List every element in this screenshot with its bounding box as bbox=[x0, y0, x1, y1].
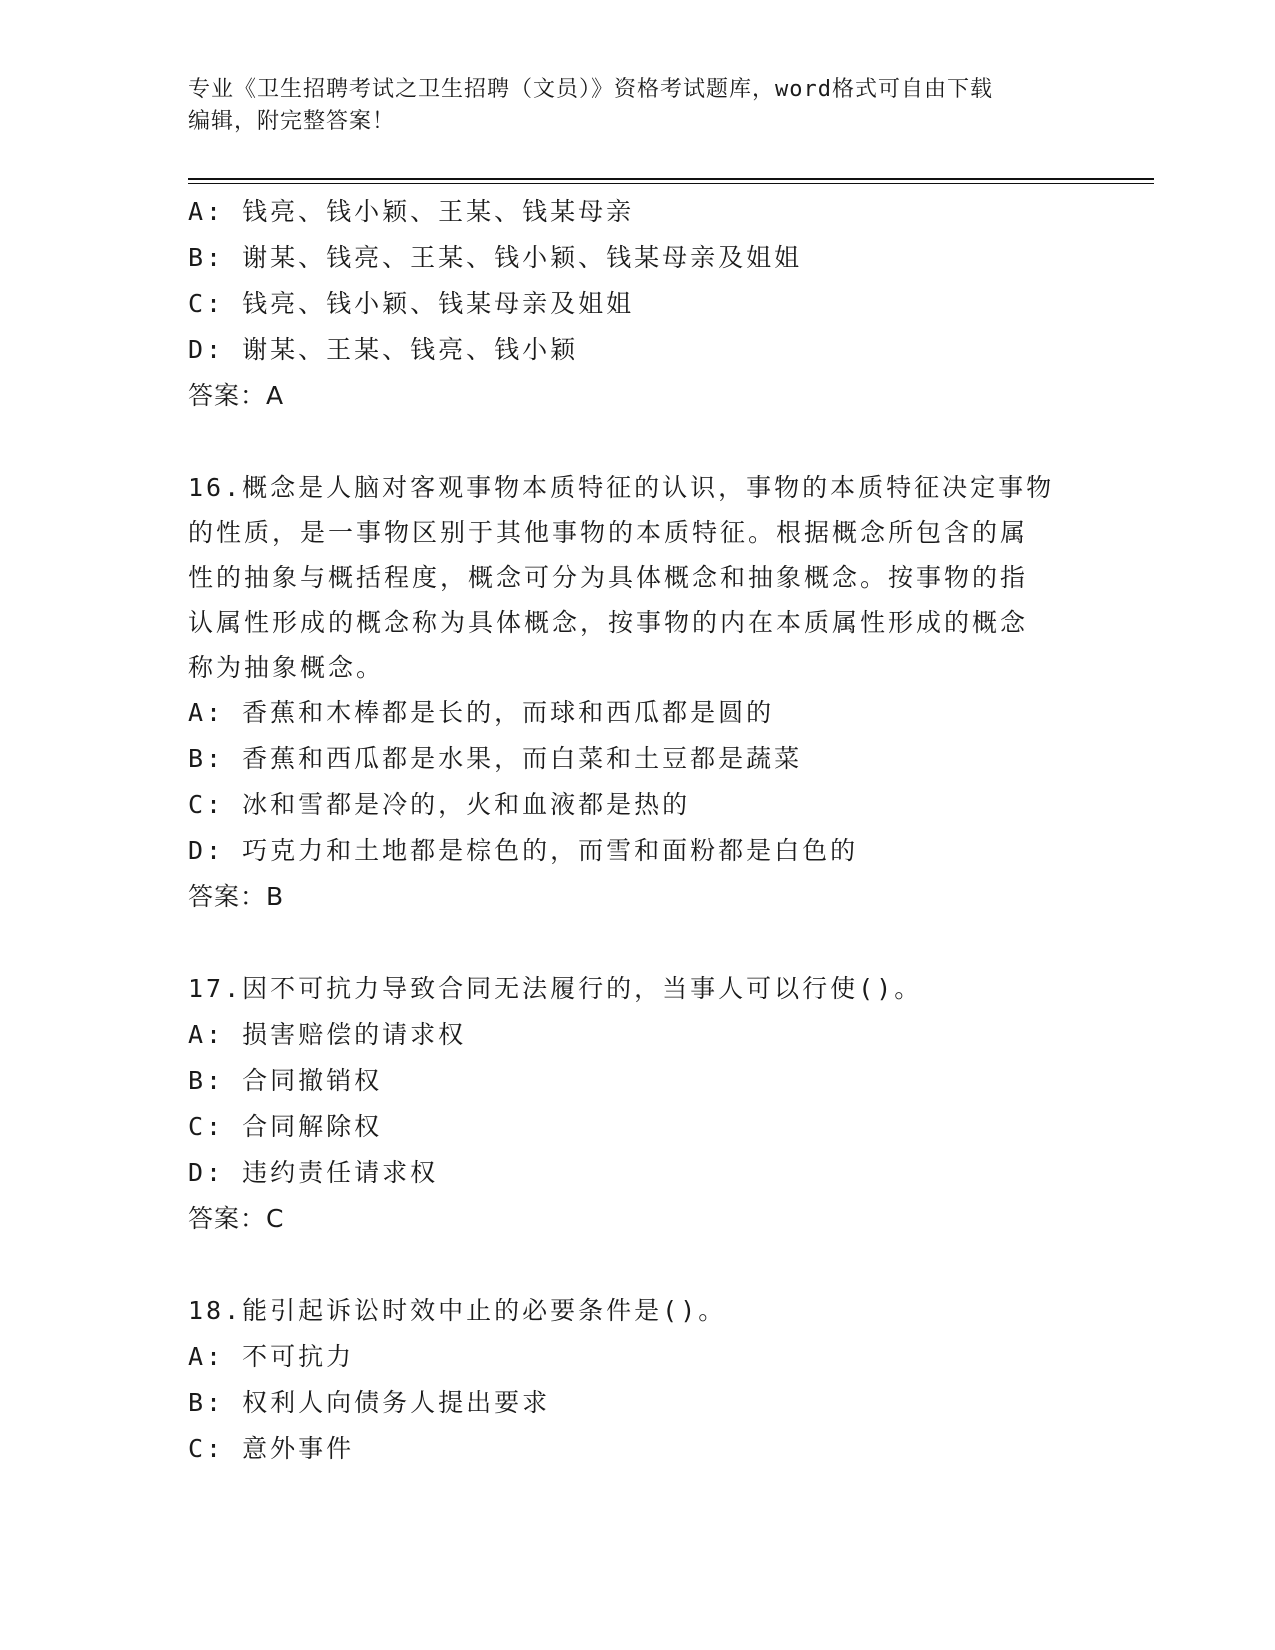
question-content bbox=[188, 189, 1088, 1472]
stem-line: 称为抽象概念。 bbox=[188, 653, 385, 682]
question-16 bbox=[188, 465, 1088, 920]
question-18 bbox=[188, 1288, 1088, 1472]
option-b: B: 谢某、钱亮、王某、钱小颖、钱某母亲及姐姐 bbox=[188, 243, 803, 272]
option-c: C: 钱亮、钱小颖、钱某母亲及姐姐 bbox=[188, 289, 635, 318]
question-stem: 17.因不可抗力导致合同无法履行的，当事人可以行使()。 bbox=[188, 974, 923, 1003]
header-divider-thick bbox=[188, 178, 1154, 180]
option-a: A: 损害赔偿的请求权 bbox=[188, 1020, 467, 1049]
option-b: B: 合同撤销权 bbox=[188, 1066, 383, 1095]
option-c: C: 合同解除权 bbox=[188, 1112, 383, 1141]
answer-line: 答案：A bbox=[188, 381, 285, 410]
option-d: D: 谢某、王某、钱亮、钱小颖 bbox=[188, 335, 579, 364]
option-b: B: 香蕉和西瓜都是水果，而白菜和土豆都是蔬菜 bbox=[188, 744, 803, 773]
option-c: C: 冰和雪都是冷的，火和血液都是热的 bbox=[188, 790, 691, 819]
stem-line: 认属性形成的概念称为具体概念，按事物的内在本质属性形成的概念 bbox=[188, 608, 1029, 637]
question-15 bbox=[188, 189, 1088, 419]
spacer bbox=[188, 1242, 1088, 1288]
option-a: A: 不可抗力 bbox=[188, 1342, 355, 1371]
stem-line: 性的抽象与概括程度，概念可分为具体概念和抽象概念。按事物的指 bbox=[188, 563, 1029, 592]
stem-line: 的性质，是一事物区别于其他事物的本质特征。根据概念所包含的属 bbox=[188, 518, 1029, 547]
question-17 bbox=[188, 966, 1088, 1242]
question-stem: 18.能引起诉讼时效中止的必要条件是()。 bbox=[188, 1296, 727, 1325]
stem-line: 16.概念是人脑对客观事物本质特征的认识，事物的本质特征决定事物 bbox=[188, 473, 1055, 502]
header-line-2: 编辑，附完整答案！ bbox=[188, 109, 396, 134]
option-d: D: 违约责任请求权 bbox=[188, 1158, 439, 1187]
answer-line: 答案：C bbox=[188, 1204, 285, 1233]
question-stem bbox=[188, 465, 1088, 690]
option-d: D: 巧克力和土地都是棕色的，而雪和面粉都是白色的 bbox=[188, 836, 859, 865]
header-divider-thin bbox=[188, 183, 1154, 184]
answer-line: 答案：B bbox=[188, 882, 285, 911]
spacer bbox=[188, 419, 1088, 465]
option-c: C: 意外事件 bbox=[188, 1434, 355, 1463]
option-a: A: 钱亮、钱小颖、王某、钱某母亲 bbox=[188, 197, 635, 226]
option-a: A: 香蕉和木棒都是长的，而球和西瓜都是圆的 bbox=[188, 698, 775, 727]
document-header bbox=[188, 74, 1088, 138]
spacer bbox=[188, 920, 1088, 966]
header-line-1: 专业《卫生招聘考试之卫生招聘（文员）》资格考试题库，word格式可自由下载 bbox=[188, 77, 993, 102]
option-b: B: 权利人向债务人提出要求 bbox=[188, 1388, 551, 1417]
